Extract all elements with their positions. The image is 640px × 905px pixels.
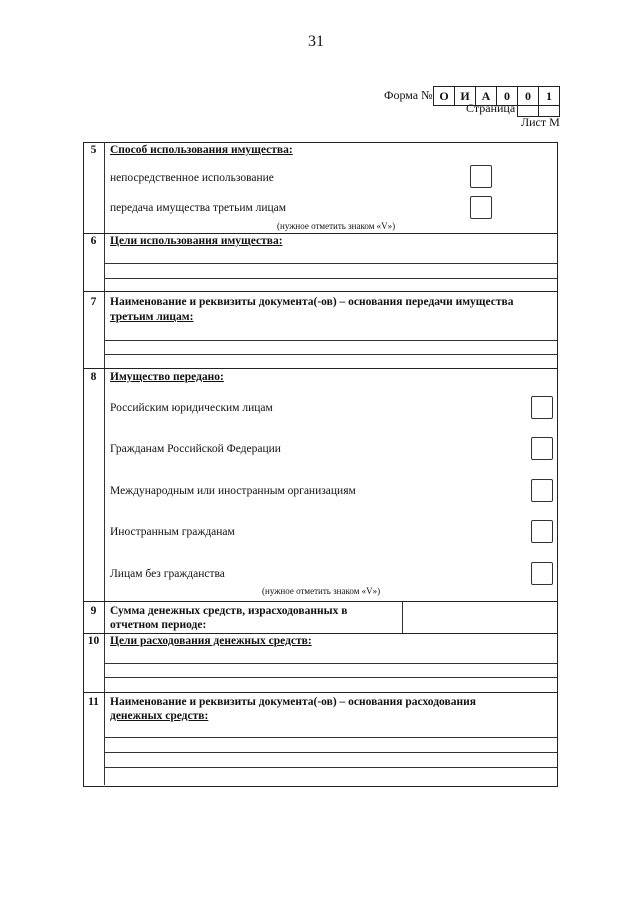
section-title: Наименование и реквизиты документа(-ов) – основания расходования (110, 696, 476, 708)
number-column-divider (104, 142, 105, 785)
form-code-cell: 1 (538, 86, 560, 106)
form-code-cell: И (454, 86, 476, 106)
checkbox[interactable] (531, 396, 553, 419)
section-title: денежных средств: (110, 710, 209, 722)
page-label: Страница (466, 101, 516, 115)
sheet-label: Лист М (521, 115, 560, 129)
section-title: Наименование и реквизиты документа(-ов) – основания передачи имущества (110, 296, 514, 308)
checkbox[interactable] (531, 479, 553, 502)
checkbox[interactable] (470, 165, 492, 188)
row-divider (83, 692, 557, 693)
option-label: Лицам без гражданства (110, 568, 225, 580)
page-number: 31 (308, 33, 324, 50)
option-label: Российским юридическим лицам (110, 402, 273, 414)
option-label: непосредственное использование (110, 172, 274, 184)
row-divider (83, 368, 557, 369)
section-title: Имущество передано: (110, 371, 224, 383)
row-divider (83, 633, 557, 634)
option-label: Международным или иностранным организациям (110, 485, 356, 497)
section-title: Цели расходования денежных средств: (110, 635, 312, 647)
row-divider (83, 291, 557, 292)
section-title: Сумма денежных средств, израсходованных в (110, 605, 348, 617)
section-number: 8 (90, 371, 97, 383)
form-number-label: Форма № (384, 88, 433, 102)
form-code-cell: 0 (517, 86, 539, 106)
entry-line[interactable] (104, 663, 557, 664)
entry-line[interactable] (104, 263, 557, 264)
row-divider (83, 233, 557, 234)
section-title: третьим лицам: (110, 311, 194, 323)
section-number: 9 (90, 605, 97, 617)
checkbox[interactable] (470, 196, 492, 219)
section-number: 7 (90, 296, 97, 308)
entry-line[interactable] (104, 278, 557, 279)
checkbox[interactable] (531, 437, 553, 460)
section-number: 5 (90, 144, 97, 156)
section-title: Способ использования имущества: (110, 144, 293, 156)
section-number: 6 (90, 235, 97, 247)
section-title: отчетном периоде: (110, 619, 207, 631)
option-label: Иностранным гражданам (110, 526, 235, 538)
form-code-cell: О (433, 86, 455, 106)
checkbox[interactable] (531, 562, 553, 585)
entry-line[interactable] (104, 340, 557, 341)
option-label: передача имущества третьим лицам (110, 202, 287, 214)
form-code-cell: А (475, 86, 497, 106)
section-title: Цели использования имущества: (110, 235, 283, 247)
option-label: Гражданам Российской Федерации (110, 443, 281, 455)
row-divider (83, 601, 557, 602)
entry-line[interactable] (104, 737, 557, 738)
entry-line[interactable] (104, 752, 557, 753)
amount-input[interactable] (403, 603, 555, 632)
entry-line[interactable] (104, 767, 557, 768)
entry-line[interactable] (104, 354, 557, 355)
section-number: 10 (87, 635, 100, 647)
section-number: 11 (88, 696, 99, 708)
hint-text: (нужное отметить знаком «V») (262, 586, 381, 596)
form-code-cell: 0 (496, 86, 518, 106)
checkbox[interactable] (531, 520, 553, 543)
hint-text: (нужное отметить знаком «V») (277, 221, 396, 231)
entry-line[interactable] (104, 677, 557, 678)
